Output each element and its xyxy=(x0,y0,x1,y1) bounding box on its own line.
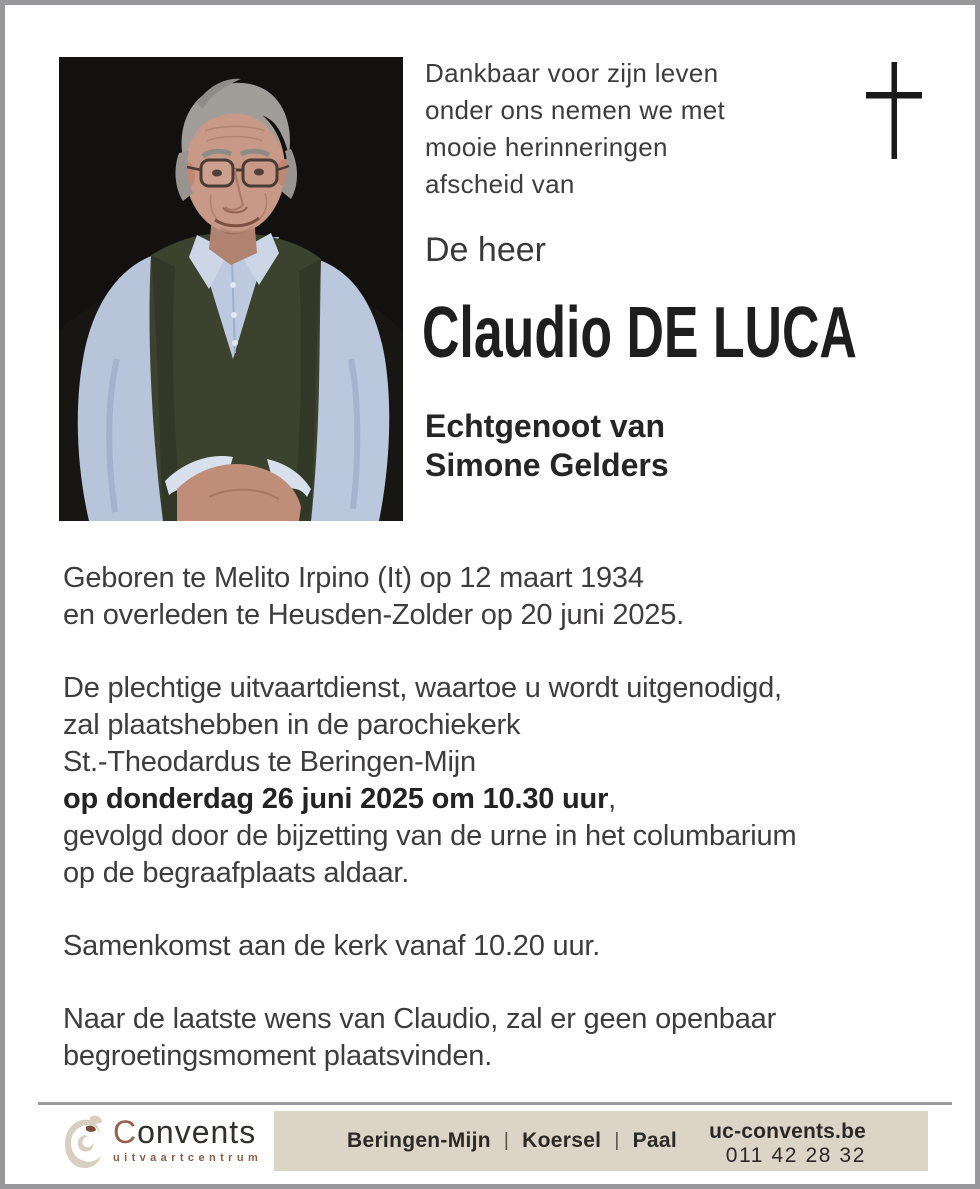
brand-subtitle: uitvaartcentrum xyxy=(113,1152,263,1164)
body-line: zal plaatshebben in de parochiekerk xyxy=(63,709,521,741)
body-line: De plechtige uitvaartdienst, waartoe u wordt uitgenodigd, xyxy=(63,672,782,704)
service-datetime: op donderdag 26 juni 2025 om 10.30 uur xyxy=(63,783,609,815)
brand-rest: onvents xyxy=(137,1114,257,1150)
deceased-name: Claudio DE LUCA xyxy=(422,293,857,373)
footer-contact xyxy=(709,1120,866,1167)
gathering-paragraph: Samenkomst aan de kerk vanaf 10.20 uur. xyxy=(63,930,601,962)
cross-icon xyxy=(866,62,922,159)
brand-logo xyxy=(63,1113,262,1169)
intro-text xyxy=(425,55,725,203)
body-line: St.-Theodardus te Beringen-Mijn xyxy=(63,746,476,778)
location-item: Koersel xyxy=(522,1129,602,1152)
body-line: en overleden te Heusden-Zolder op 20 juni 2025. xyxy=(63,599,684,631)
convents-logo-icon xyxy=(63,1113,103,1169)
brand-text xyxy=(113,1113,262,1164)
salutation: De heer xyxy=(425,231,546,269)
relation-line: Simone Gelders xyxy=(425,447,669,483)
footer-locations xyxy=(312,1111,712,1171)
announcement-body xyxy=(63,560,963,1111)
farewell-paragraph xyxy=(63,1001,963,1075)
portrait-photo xyxy=(59,57,403,521)
relation-text xyxy=(425,407,669,485)
body-line: op de begraafplaats aldaar. xyxy=(63,857,410,889)
body-line: Naar de laatste wens van Claudio, zal er geen openbaar xyxy=(63,1003,777,1035)
relation-line: Echtgenoot van xyxy=(425,408,666,444)
body-line: gevolgd door de bijzetting van de urne in het columbarium xyxy=(63,820,797,852)
phone-number: 011 42 28 32 xyxy=(725,1144,866,1167)
location-item: Paal xyxy=(632,1129,677,1152)
intro-line: afscheid van xyxy=(425,169,575,199)
service-datetime-line xyxy=(63,781,963,818)
location-separator: | xyxy=(614,1130,620,1151)
service-paragraph xyxy=(63,670,963,892)
website: uc-convents.be xyxy=(709,1120,866,1143)
birth-death-paragraph xyxy=(63,560,963,634)
intro-line: onder ons nemen we met xyxy=(425,95,725,125)
footer-band xyxy=(274,1111,928,1171)
service-datetime-suffix: , xyxy=(608,783,617,815)
intro-line: Dankbaar voor zijn leven xyxy=(425,58,719,88)
location-separator: | xyxy=(503,1130,510,1151)
intro-line: mooie herinneringen xyxy=(425,132,668,162)
brand-initial: C xyxy=(113,1114,138,1150)
footer-divider xyxy=(38,1102,952,1105)
location-item: Beringen-Mijn xyxy=(347,1129,491,1152)
brand-name xyxy=(113,1115,262,1149)
body-line: begroetingsmoment plaatsvinden. xyxy=(63,1040,493,1072)
body-line: Geboren te Melito Irpino (It) op 12 maart 1934 xyxy=(63,562,644,594)
